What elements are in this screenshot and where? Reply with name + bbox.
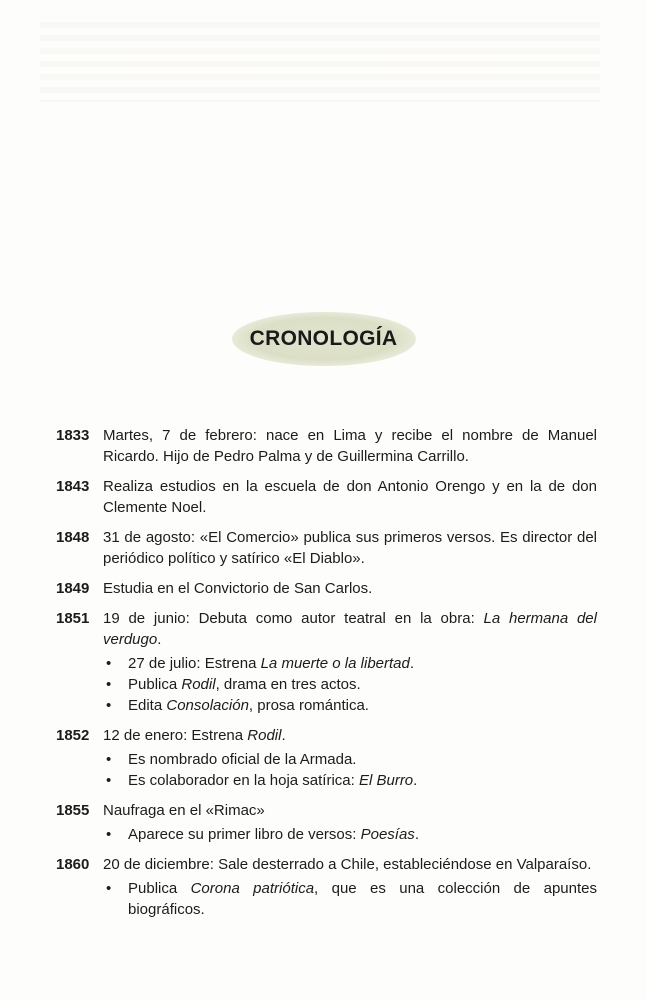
entry-text-main: Realiza estudios en la escuela de don Antonio Orengo y en la de don Clemente Noel. — [103, 478, 597, 516]
bullet-dot: • — [106, 826, 112, 843]
bullet-item — [103, 770, 597, 791]
bullet-item — [103, 653, 597, 674]
entry-year: 1833 — [56, 427, 90, 444]
entry-text-after: . — [157, 631, 162, 648]
bullet-text-after: . — [413, 772, 418, 789]
bullet-title-italic: Corona patriótica — [190, 880, 315, 897]
entry-year: 1851 — [56, 610, 90, 627]
entry-body — [103, 578, 597, 599]
bullet-dot: • — [106, 880, 112, 897]
entry-text-main: Naufraga en el «Rimac» — [103, 802, 265, 819]
entry-text — [103, 578, 597, 599]
bullet-text: Edita — [128, 697, 167, 714]
entry-text — [103, 854, 597, 875]
chronology-entry — [56, 578, 597, 599]
title-block — [0, 312, 647, 366]
bullet-title-italic: El Burro — [358, 772, 414, 789]
entry-body — [103, 527, 597, 569]
entry-body — [103, 854, 597, 920]
bullet-item — [103, 824, 597, 845]
chronology-list — [56, 425, 597, 929]
bullet-item — [103, 674, 597, 695]
bullet-title-italic: Poesías — [360, 826, 415, 843]
entry-bullets — [103, 824, 597, 845]
entry-body — [103, 800, 597, 845]
bullet-item — [103, 695, 597, 716]
bullet-text: Publica — [128, 676, 182, 693]
chronology-entry — [56, 854, 597, 920]
chronology-entry — [56, 608, 597, 716]
entry-text-main: Estudia en el Convictorio de San Carlos. — [103, 580, 373, 597]
entry-year: 1860 — [56, 856, 90, 873]
entry-text-main: 31 de agosto: «El Comercio» publica sus primeros versos. Es director del periódico político y satírico «El Diablo». — [103, 529, 597, 567]
chronology-entry — [56, 725, 597, 791]
bullet-dot: • — [106, 655, 112, 672]
entry-bullets — [103, 749, 597, 791]
entry-year: 1852 — [56, 727, 90, 744]
entry-text — [103, 608, 597, 650]
chronology-entry — [56, 527, 597, 569]
bullet-text: Es nombrado oficial de la Armada. — [128, 751, 357, 768]
entry-bullets — [103, 653, 597, 716]
bullet-title-italic: Consolación — [166, 697, 249, 714]
bullet-text-after: , que es una colección de apuntes biográficos. — [128, 880, 598, 918]
entry-body — [103, 725, 597, 791]
entry-title-italic: La hermana del verdugo — [103, 610, 597, 648]
bullet-dot: • — [106, 676, 112, 693]
chronology-entry — [56, 800, 597, 845]
entry-year: 1848 — [56, 529, 90, 546]
entry-text — [103, 527, 597, 569]
page-title: CRONOLOGÍA — [249, 327, 398, 350]
entry-bullets — [103, 878, 597, 920]
entry-text-after: . — [281, 727, 286, 744]
entry-year: 1855 — [56, 802, 90, 819]
entry-text-main: 20 de diciembre: Sale desterrado a Chile, estableciéndose en Valparaíso. — [103, 856, 592, 873]
entry-title-italic: Rodil — [247, 727, 282, 744]
entry-year: 1843 — [56, 478, 90, 495]
bullet-text-after: , prosa romántica. — [248, 697, 369, 714]
entry-text — [103, 425, 597, 467]
entry-text-main: 12 de enero: Estrena — [103, 727, 248, 744]
show-through-bleed — [40, 22, 600, 102]
bullet-dot: • — [106, 751, 112, 768]
entry-text — [103, 725, 597, 746]
bullet-dot: • — [106, 697, 112, 714]
bullet-title-italic: Rodil — [181, 676, 216, 693]
title-badge — [232, 312, 416, 366]
entry-year: 1849 — [56, 580, 90, 597]
bullet-text: Aparece su primer libro de versos: — [128, 826, 361, 843]
entry-text-main: 19 de junio: Debuta como autor teatral en la obra: — [103, 610, 484, 627]
bullet-text-after: . — [414, 826, 419, 843]
entry-body — [103, 608, 597, 716]
bullet-text: 27 de julio: Estrena — [128, 655, 261, 672]
bullet-dot: • — [106, 772, 112, 789]
chronology-entry — [56, 476, 597, 518]
entry-body — [103, 476, 597, 518]
chronology-entry — [56, 425, 597, 467]
entry-text-main: Martes, 7 de febrero: nace en Lima y recibe el nombre de Manuel Ricardo. Hijo de Pedro Palma y de Guillermina Carrillo. — [103, 427, 597, 465]
entry-body — [103, 425, 597, 467]
bullet-text: Publica — [128, 880, 191, 897]
bullet-item — [103, 878, 597, 920]
entry-text — [103, 476, 597, 518]
bullet-text-after: , drama en tres actos. — [215, 676, 361, 693]
bullet-text-after: . — [409, 655, 415, 672]
entry-text — [103, 800, 597, 821]
bullet-title-italic: La muerte o la libertad — [260, 655, 410, 672]
bullet-item — [103, 749, 597, 770]
bullet-text: Es colaborador en la hoja satírica: — [128, 772, 359, 789]
